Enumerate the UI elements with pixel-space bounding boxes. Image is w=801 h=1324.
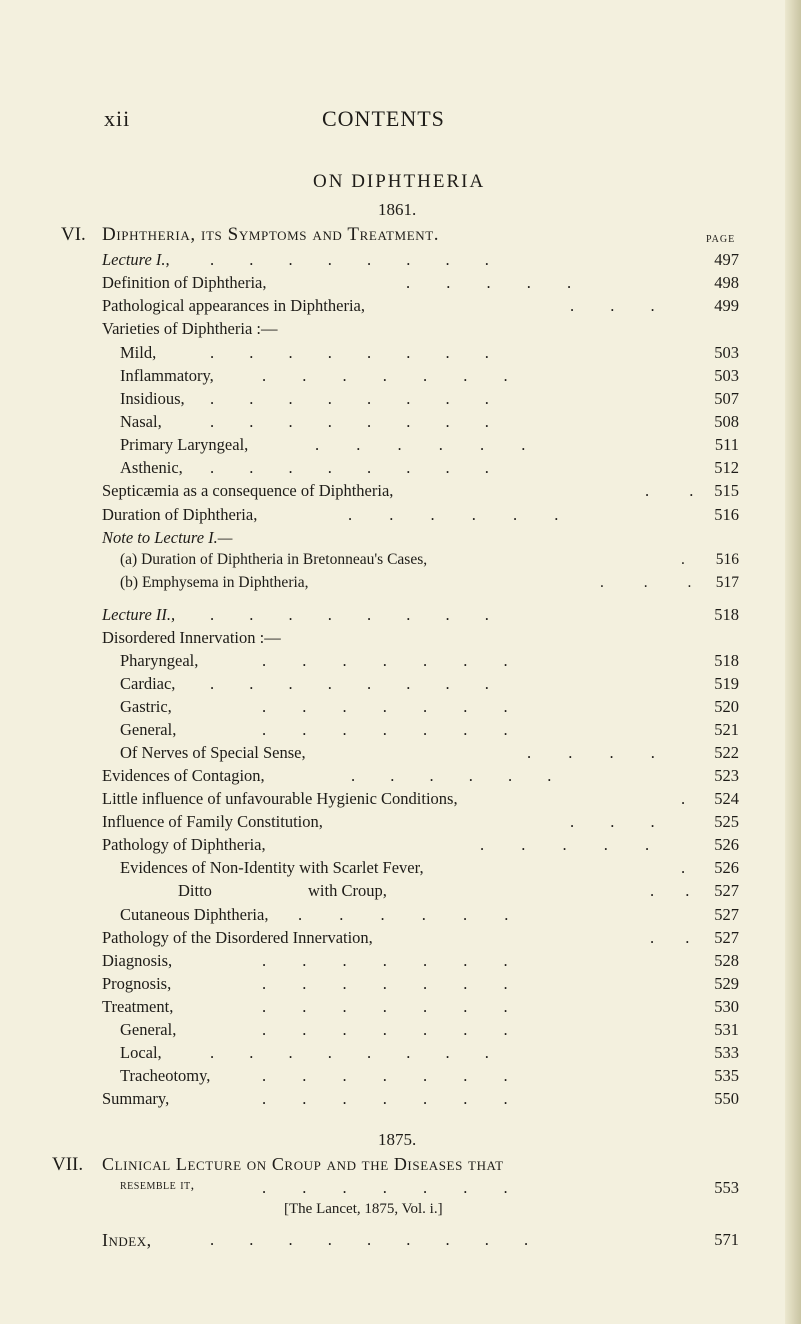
toc-entry-page: 516 [715,551,739,568]
leader-dots: . . [650,881,690,900]
toc-entry-page: 524 [714,789,739,808]
toc-entry-page: 503 [714,343,739,362]
toc-entry [0,319,801,341]
toc-entry-page: 527 [714,928,739,947]
toc-entry-label: Cardiac, [120,674,176,693]
toc-entry [0,366,801,388]
toc-entry-label: Septicæmia as a consequence of Diphtheria, [102,481,394,500]
leader-dots: . . . . . . . . [210,605,489,624]
toc-entry [0,412,801,434]
toc-entry-page: 508 [714,412,739,431]
toc-entry-page: 497 [714,250,739,269]
toc-entry-page: 526 [714,835,739,854]
toc-entry-label: Pharyngeal, [120,651,199,670]
toc-entry-page: 498 [714,273,739,292]
section-vii-title-cont: resemble it, [120,1178,195,1193]
leader-dots: . . . . . . . [262,1066,508,1085]
toc-entry [0,835,801,857]
toc-entry-page: 518 [714,651,739,670]
leader-dots: . . . . . . . [262,1089,508,1108]
toc-entry-label: Lecture I., [102,250,170,269]
section-vi-numeral: VI. [61,224,86,245]
toc-entry [0,628,801,650]
leader-dots: . . . . . . . . [210,250,489,269]
toc-entry-label: Duration of Diphtheria, [102,505,258,524]
toc-entry-page: 535 [714,1066,739,1085]
toc-entry-label: Primary Laryngeal, [120,435,249,454]
toc-entry [0,951,801,973]
toc-entry-label: Nasal, [120,412,162,431]
leader-dots: . . . . . . . . [210,1043,489,1062]
section-vi-title: Diphtheria, its Symptoms and Treatment. [102,224,440,245]
leader-dots: . . . . . . [348,505,559,524]
toc-entry [0,551,801,573]
toc-entry [0,343,801,365]
leader-dots: . . . . . [406,273,572,292]
leader-dots: . . . . . . . [262,997,508,1016]
leader-dots: . . . [570,296,655,315]
leader-dots: . [681,858,686,877]
toc-entry-page: 520 [714,697,739,716]
toc-entry-page: 533 [714,1043,739,1062]
leader-dots: . . . . . . . [262,697,508,716]
toc-entry [0,528,801,550]
toc-entry-label: Summary, [102,1089,170,1108]
leader-dots: . . . . . . . . [210,412,489,431]
leader-dots: . . . . . . [298,905,509,924]
toc-entry [0,273,801,295]
section-vii-entry [0,1178,801,1200]
year-1861: 1861. [378,200,417,219]
index-label: Index, [102,1230,152,1250]
toc-entry-label: Diagnosis, [102,951,173,970]
toc-entry-label: Pathology of Diphtheria, [102,835,266,854]
toc-entry [0,481,801,503]
year-1875: 1875. [378,1130,417,1149]
leader-dots: . [681,551,685,568]
toc-entry-page: 515 [714,481,739,500]
toc-entry [0,858,801,880]
toc-entry [0,997,801,1019]
toc-entry-label: Evidences of Non-Identity with Scarlet Fever, [120,858,424,877]
toc-entry [0,743,801,765]
toc-entry-page: 512 [714,458,739,477]
leader-dots: . . . . . . [351,766,552,785]
toc-entry [0,574,801,596]
section-vii-title: Clinical Lecture on Croup and the Diseases that [102,1154,504,1174]
leader-dots: . . . . . . . . [210,674,489,693]
toc-entry-page: 571 [714,1230,739,1249]
index-entry [0,1230,801,1252]
toc-entry-label: Note to Lecture I.— [102,528,233,547]
toc-entry-page: 529 [714,974,739,993]
toc-entry [0,389,801,411]
running-title: CONTENTS [322,106,445,131]
toc-entry-page: 527 [714,905,739,924]
toc-entry [0,766,801,788]
toc-entry-label: Evidences of Contagion, [102,766,265,785]
toc-entry-page: 528 [714,951,739,970]
toc-entry-page: 531 [714,1020,739,1039]
toc-entry-label: (b) Emphysema in Diphtheria, [120,574,309,591]
leader-dots: . . . . . . . [262,1020,508,1039]
toc-entry [0,1043,801,1065]
toc-entry-page: 517 [715,574,739,591]
leader-dots: . . . . . . . [262,651,508,670]
toc-entry-label: Gastric, [120,697,172,716]
toc-entry-label: Asthenic, [120,458,183,477]
leader-dots: . . [650,928,690,947]
source-citation-text: [The Lancet, 1875, Vol. i.] [284,1201,443,1217]
toc-entry-label: General, [120,1020,177,1039]
toc-entry-label: General, [120,720,177,739]
toc-entry-page: 511 [714,435,739,454]
leader-dots: . . . . . . . [262,974,508,993]
toc-entry-label: Cutaneous Diphtheria, [120,905,269,924]
toc-entry [0,697,801,719]
leader-dots: . . . . . . . [262,951,508,970]
toc-entry-label: Ditto [178,881,212,900]
leader-dots: . . . . . . . . [210,458,489,477]
section-vii-numeral: VII. [52,1154,84,1175]
leader-dots: . . . . [527,743,655,762]
toc-entry-page: 522 [714,743,739,762]
toc-entry [0,1066,801,1088]
page-column-label: PAGE [706,234,736,245]
leader-dots: . . . [570,812,655,831]
toc-entry-page: 516 [714,505,739,524]
leader-dots: . . [645,481,694,500]
leader-dots: . . . . . [480,835,650,854]
toc-entry-page: 503 [714,366,739,385]
toc-entry-page: 523 [714,766,739,785]
toc-entry-label: Mild, [120,343,157,362]
leader-dots: . . . . . . . . . [210,1230,529,1249]
toc-entry-page: 525 [714,812,739,831]
toc-entry-label: Local, [120,1043,162,1062]
toc-entry [0,458,801,480]
toc-entry-page: 518 [714,605,739,624]
toc-entry-label: Treatment, [102,997,174,1016]
toc-entry-label: Inflammatory, [120,366,214,385]
toc-entry [0,605,801,627]
toc-entry-label: Pathological appearances in Diphtheria, [102,296,365,315]
toc-entry [0,250,801,272]
toc-entry-label: Definition of Diphtheria, [102,273,267,292]
toc-entry-page: 530 [714,997,739,1016]
toc-entry-label: Tracheotomy, [120,1066,211,1085]
leader-dots: . . . . . . . [262,366,508,385]
leader-dots: . . . . . . . . [210,343,489,362]
toc-entry-page: 519 [714,674,739,693]
toc-entry [0,789,801,811]
toc-entry-label: Influence of Family Constitution, [102,812,323,831]
toc-entry-label: Prognosis, [102,974,172,993]
toc-entry-label: Of Nerves of Special Sense, [120,743,306,762]
toc-entry [0,720,801,742]
source-citation [284,1201,443,1218]
toc-entry-label: Varieties of Diphtheria :— [102,319,278,338]
leader-dots: . [681,789,686,808]
toc-entry-label: Pathology of the Disordered Innervation, [102,928,373,947]
toc-entry [0,435,801,457]
toc-entry [0,1020,801,1042]
toc-entry [0,505,801,527]
leader-dots: . . . . . . . [262,720,508,739]
toc-entry-page: 521 [714,720,739,739]
section-heading: ON DIPHTHERIA [313,171,486,192]
toc-entry [0,905,801,927]
page-number: xii [104,106,131,131]
toc-entry-label: (a) Duration of Diphtheria in Bretonneau's Cases, [120,551,428,568]
toc-entry [0,674,801,696]
toc-entry [0,881,801,903]
toc-entry [0,1089,801,1111]
toc-entry-page: 553 [714,1178,739,1197]
toc-entry-label: Lecture II., [102,605,176,624]
toc-entry-label-extra: with Croup, [308,881,387,900]
toc-entry [0,296,801,318]
leader-dots: . . . [600,574,692,591]
leader-dots: . . . . . . [315,435,526,454]
toc-entry [0,974,801,996]
toc-entry-label: Little influence of unfavourable Hygienic Conditions, [102,789,458,808]
toc-entry-page: 526 [714,858,739,877]
toc-entry-page: 527 [714,881,739,900]
leader-dots: . . . . . . . . [210,389,489,408]
toc-entry-page: 499 [714,296,739,315]
toc-entry [0,812,801,834]
leader-dots: . . . . . . . [262,1178,508,1197]
toc-entry [0,928,801,950]
toc-entry-label: Disordered Innervation :— [102,628,281,647]
toc-entry [0,651,801,673]
toc-entry-label: Insidious, [120,389,185,408]
toc-entry-page: 507 [714,389,739,408]
toc-entry-page: 550 [714,1089,739,1108]
